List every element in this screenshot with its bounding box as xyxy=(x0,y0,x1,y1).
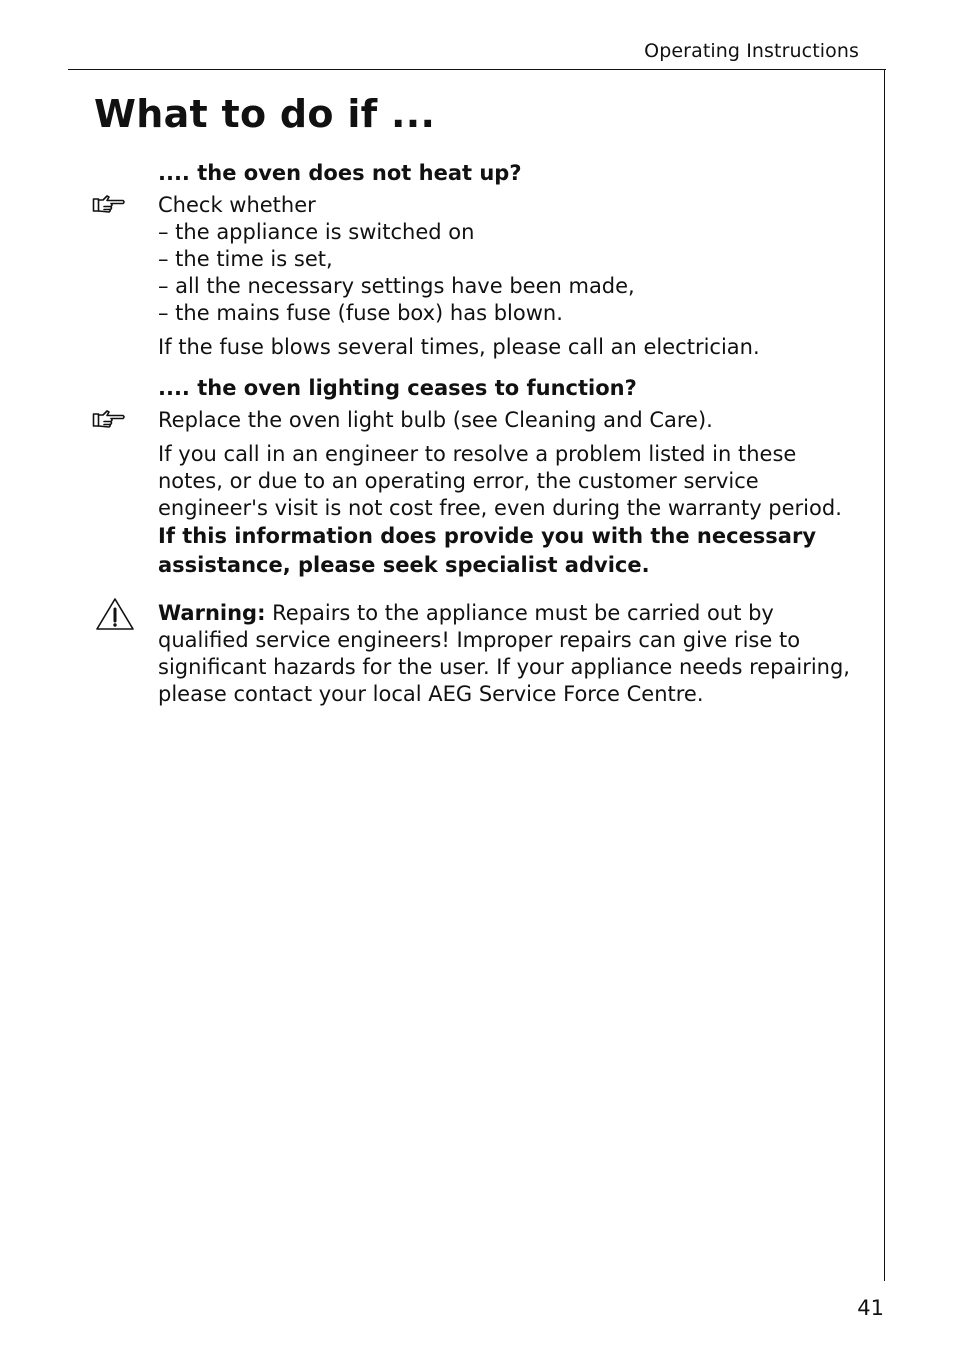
question-heading-lighting: .... the oven lighting ceases to function? xyxy=(158,376,637,400)
check-intro: Check whether xyxy=(158,193,316,217)
bulb-instruction: Replace the oven light bulb (see Cleaning and Care). xyxy=(158,408,713,432)
engineer-cost-note: If you call in an engineer to resolve a problem listed in these notes, or due to an operating error, the customer service engineer's visit is not cost free, even during the warranty period. xyxy=(158,442,842,520)
specialist-advice-note: If this information does provide you with the necessary assistance, please seek specialist advice. xyxy=(158,524,817,577)
pointing-hand-icon xyxy=(92,407,126,431)
question-heading-no-heat: .... the oven does not heat up? xyxy=(158,161,522,185)
check-item: – the appliance is switched on xyxy=(158,220,475,244)
margin-rule xyxy=(884,69,885,1281)
warning-label: Warning: xyxy=(158,601,266,625)
header-rule xyxy=(68,69,886,70)
page-title: What to do if ... xyxy=(94,92,436,136)
fuse-note: If the fuse blows several times, please call an electrician. xyxy=(158,335,760,359)
warning-body: Repairs to the appliance must be carried out by qualified service engineers! Improper repairs can give rise to significant hazards for the user. If your appliance needs repairing, please contact your local AEG Service Force Centre. xyxy=(158,601,850,706)
page-number: 41 xyxy=(857,1296,884,1320)
bulb-instruction-block xyxy=(158,407,858,434)
pointing-hand-icon xyxy=(92,192,126,216)
check-item: – the mains fuse (fuse box) has blown. xyxy=(158,301,563,325)
warning-block xyxy=(158,600,858,708)
page-content xyxy=(158,160,858,708)
warning-text xyxy=(158,600,858,708)
check-block xyxy=(158,192,858,327)
check-item: – all the necessary settings have been made, xyxy=(158,274,635,298)
warning-triangle-icon xyxy=(94,596,136,632)
check-item: – the time is set, xyxy=(158,247,333,271)
running-header: Operating Instructions xyxy=(644,40,859,62)
